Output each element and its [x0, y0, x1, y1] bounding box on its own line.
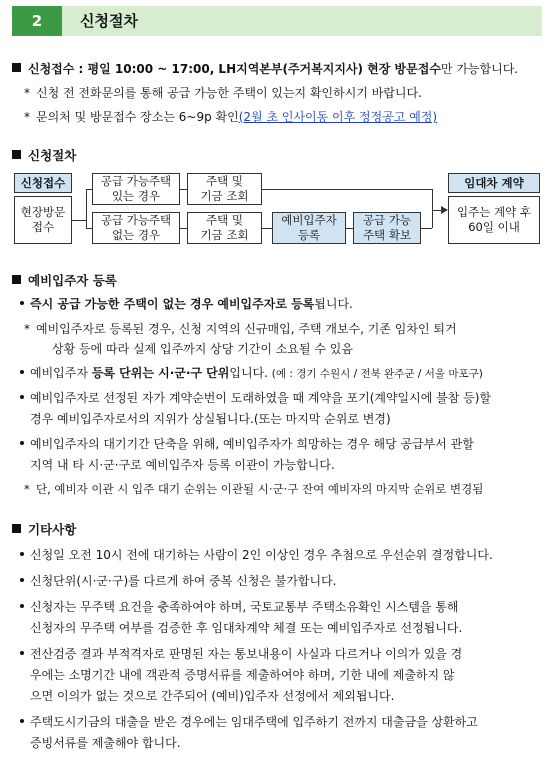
arrow-right-icon — [441, 206, 448, 214]
section-number: 2 — [12, 6, 62, 36]
flow-house-fund-check-1: 주택 및 기금 조회 — [187, 173, 262, 205]
reserve-item-2: 예비입주자 등록 단위는 시·군·구 단위입니다. (예 : 경기 수원시 / 전북 완주군 / 서울 마포구) — [20, 364, 483, 381]
flow-house-fund-check-2: 주택 및 기금 조회 — [187, 212, 262, 244]
flow-unavailable-case: 공급 가능주택 없는 경우 — [92, 212, 180, 244]
reserve-item-3b: 경우 예비입주자로서의 지위가 상실됩니다.(또는 마지막 순위로 변경) — [30, 412, 391, 426]
section-header — [12, 6, 542, 36]
flow-lease-header: 임대차 계약 — [448, 173, 540, 193]
other-item-2: 신청단위(시·군·구)를 다르게 하여 중복 신청은 불가합니다. — [20, 572, 337, 589]
other-item-5a: 주택도시기금의 대출을 받은 경우에는 임대주택에 입주하기 전까지 대출금을 상환하고 — [20, 713, 478, 730]
square-bullet-icon — [12, 150, 21, 159]
reserve-item-3a: 예비입주자로 선정된 자가 계약순번이 도래하였을 때 계약을 포기(계약일시에 불참 등)할 — [20, 389, 491, 406]
notice-link[interactable]: (2월 초 인사이동 이후 정정공고 예정) — [238, 110, 438, 124]
reserve-heading: 예비입주자 등록 — [12, 271, 117, 289]
flow-apply-body: 현장방문 접수 — [14, 196, 72, 244]
reserve-item-4a: 예비입주자의 대기기간 단축을 위해, 예비입주자가 희망하는 경우 해당 공급부서 관할 — [20, 435, 474, 452]
reserve-item-4b: 지역 내 타 시·군·구로 예비입주자 등록 이관이 가능합니다. — [30, 458, 335, 472]
reception-note-2: * 문의처 및 방문접수 장소는 6~9p 확인(2월 초 인사이동 이후 정정공고 예정) — [24, 110, 438, 124]
reserve-note-1b: 상황 등에 따라 실제 입주까지 상당 기간이 소요될 수 있음 — [52, 342, 353, 356]
other-item-5b: 증빙서류를 제출해야 합니다. — [30, 736, 181, 750]
reception-heading: 신청접수 : 평일 10:00 ~ 17:00, LH지역본부(주거복지지사) 현장 방문접수만 가능합니다. — [12, 60, 518, 77]
other-item-3a: 신청자는 무주택 요건을 충족하여야 하며, 국토교통부 주택소유확인 시스템을 통해 — [20, 598, 458, 615]
other-heading: 기타사항 — [12, 520, 76, 538]
flow-available-case: 공급 가능주택 있는 경우 — [92, 173, 180, 205]
other-item-3b: 신청자의 무주택 여부를 검증한 후 임대차계약 체결 또는 예비입주자로 선정됩니다. — [30, 621, 463, 635]
other-item-1: 신청일 오전 10시 전에 대기하는 사람이 2인 이상인 경우 추첨으로 우선순위 결정합니다. — [20, 546, 493, 563]
flow-secure-house: 공급 가능 주택 확보 — [353, 212, 421, 244]
procedure-heading: 신청절차 — [12, 146, 76, 164]
reception-note-1: * 신청 전 전화문의를 통해 공급 가능한 주택이 있는지 확인하시기 바랍니다. — [24, 86, 422, 100]
reserve-note-4: * 단, 예비자 이관 시 입주 대기 순위는 이관될 시·군·구 잔여 예비자의 마지막 순위로 변경됨 — [24, 482, 484, 496]
square-bullet-icon — [12, 524, 21, 533]
section-title: 신청절차 — [80, 12, 138, 30]
other-item-4a: 전산검증 결과 부적격자로 판명된 자는 통보내용이 사실과 다르거나 이의가 있을 경 — [20, 645, 462, 662]
flow-lease-body: 입주는 계약 후 60일 이내 — [448, 196, 540, 244]
square-bullet-icon — [12, 63, 21, 72]
other-item-4c: 으면 이의가 없는 것으로 간주되어 (예비)입주자 선정에서 제외됩니다. — [30, 689, 395, 703]
reserve-item-1: 즉시 공급 가능한 주택이 없는 경우 예비입주자로 등록됩니다. — [20, 295, 353, 312]
flow-apply-header: 신청접수 — [14, 173, 72, 193]
other-item-4b: 우에는 소명기간 내에 객관적 증명서류를 제출하여야 하며, 기한 내에 제출하지 않 — [30, 668, 455, 682]
square-bullet-icon — [12, 275, 21, 284]
flow-reserve-register: 예비입주자 등록 — [272, 212, 346, 244]
reserve-note-1a: * 예비입주자로 등록된 경우, 신청 지역의 신규매입, 주택 개보수, 기존 임차인 퇴거 — [24, 322, 457, 336]
